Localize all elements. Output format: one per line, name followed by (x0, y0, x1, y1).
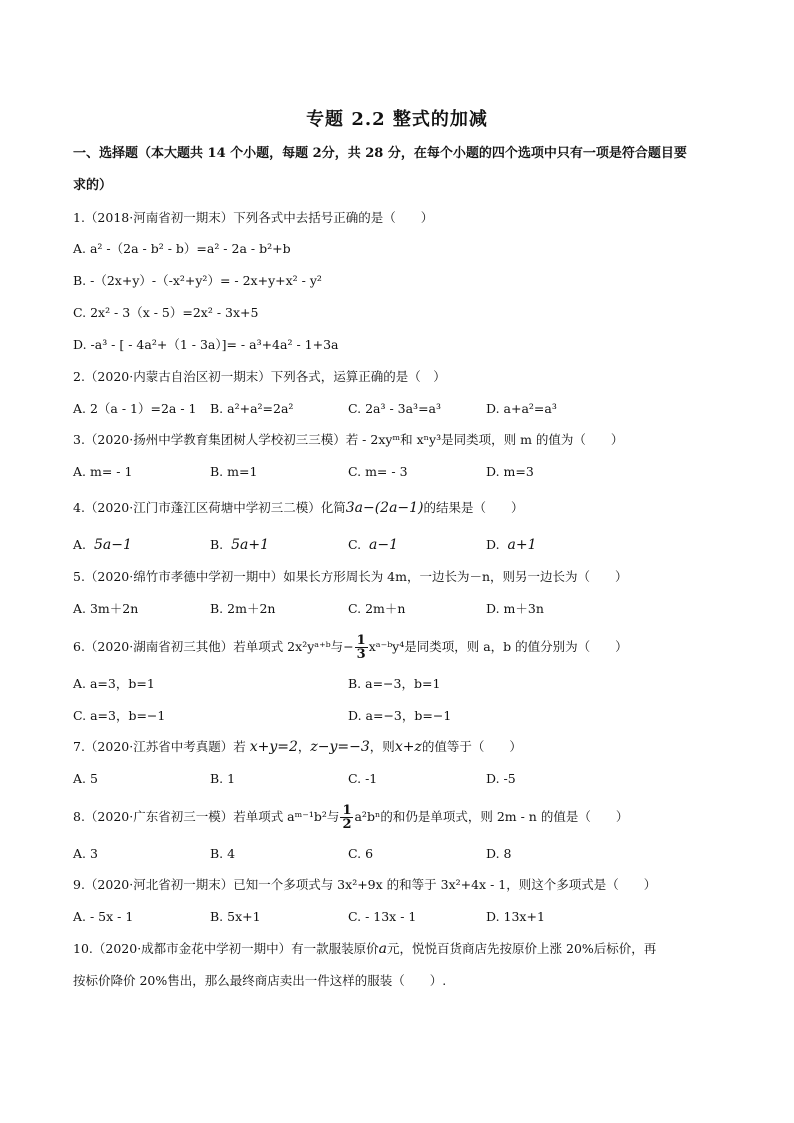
section-heading-line2: 求的） (73, 178, 113, 193)
question-4-option-d: D. a+1 (486, 537, 537, 553)
question-8-option-a: A. 3 (73, 846, 98, 861)
question-6-option-a: A. a=3，b=1 (73, 676, 155, 691)
question-9-option-b: B. 5x+1 (210, 909, 261, 924)
question-5-option-a: A. 3m＋2n (73, 601, 139, 616)
question-3-option-b: B. m=1 (210, 464, 258, 479)
question-2-option-b: B. a²+a²=2a² (210, 401, 294, 416)
question-9-option-a: A. - 5x - 1 (73, 909, 134, 924)
question-8-fraction: $\frac{1}{2}$ (342, 803, 352, 832)
question-4-stem-pre: 4.（2020·江门市蓬江区荷塘中学初三二模）化简 (73, 500, 346, 515)
question-9-stem: 9.（2020·河北省初一期末）已知一个多项式与 3x²+9x 的和等于 3x²+4x - 1，则这个多项式是（ ） (73, 877, 657, 892)
question-9-option-c: C. - 13x - 1 (348, 909, 417, 924)
question-5-option-d: D. m＋3n (486, 601, 544, 616)
question-1-stem: 1.（2018·河南省初一期末）下列各式中去括号正确的是（ ） (73, 210, 434, 225)
question-6-stem: 6.（2020·湖南省初三其他）若单项式 2x²yᵃ⁺ᵇ与− $\frac{1}{3}$ xᵃ⁻ᵇy⁴是同类项，则 a，b 的值分别为（ ） (73, 633, 628, 662)
question-8-option-d: D. 8 (486, 846, 512, 861)
question-6-option-b: B. a=−3，b=1 (348, 676, 441, 691)
page-title: 专题 2.2 整式的加减 (306, 109, 488, 130)
question-8-option-b: B. 4 (210, 846, 236, 861)
question-9-option-d: D. 13x+1 (486, 909, 545, 924)
question-7-stem: 7.（2020·江苏省中考真题）若 x+y=2，z−y=−3，则x+z的值等于（ ） (73, 739, 522, 755)
question-6-option-d: D. a=−3，b=−1 (348, 708, 452, 723)
question-4-option-a: A. 5a−1 (73, 537, 132, 553)
question-7-option-a: A. 5 (73, 771, 98, 786)
question-7-option-b: B. 1 (210, 771, 236, 786)
question-2-option-a: A. 2（a - 1）=2a - 1 (73, 401, 197, 416)
question-6-option-c: C. a=3，b=−1 (73, 708, 166, 723)
question-2-option-c: C. 2a³ - 3a³=a³ (348, 401, 442, 416)
question-8-stem: 8.（2020·广东省初三一模）若单项式 aᵐ⁻¹b²与 $\frac{1}{2}$ a²bⁿ的和仍是单项式，则 2m - n 的值是（ ） (73, 803, 629, 832)
question-1-option-c: C. 2x² - 3（x - 5）=2x² - 3x+5 (73, 305, 259, 320)
question-6-fraction: $\frac{1}{3}$ (356, 633, 366, 662)
question-1-option-a: A. a² -（2a - b² - b）=a² - 2a - b²+b (73, 241, 291, 256)
question-4-option-c: C. a−1 (348, 537, 399, 553)
question-2-option-d: D. a+a²=a³ (486, 401, 557, 416)
question-8-option-c: C. 6 (348, 846, 374, 861)
question-4-expression: 3a−(2a−1) (345, 500, 424, 516)
question-3-option-c: C. m= - 3 (348, 464, 408, 479)
question-5-option-c: C. 2m＋n (348, 601, 406, 616)
question-7-option-d: D. -5 (486, 771, 516, 786)
question-3-option-a: A. m= - 1 (73, 464, 133, 479)
question-3-stem: 3.（2020·扬州中学教育集团树人学校初三三模）若 - 2xyᵐ和 xⁿy³是同类项，则 m 的值为（ ） (73, 432, 624, 447)
question-7-option-c: C. -1 (348, 771, 378, 786)
section-heading-line1: 一、选择题（本大题共 14 个小题，每题 2分，共 28 分，在每个小题的四个选项中只有一项是符合题目要 (73, 146, 687, 161)
question-5-stem: 5.（2020·绵竹市孝德中学初一期中）如果长方形周长为 4m，一边长为－n，则另一边长为（ ） (73, 569, 628, 584)
question-3-option-d: D. m=3 (486, 464, 534, 479)
question-5-option-b: B. 2m＋2n (210, 601, 276, 616)
question-4-stem (73, 500, 524, 516)
question-2-stem: 2.（2020·内蒙古自治区初一期末）下列各式，运算正确的是（ ） (73, 369, 446, 384)
question-10-stem-line2: 按标价降价 20%售出，那么最终商店卖出一件这样的服装（ ）. (73, 973, 447, 988)
question-4-stem-post: 的结果是（ ） (423, 500, 524, 515)
question-1-option-b: B. -（2x+y）-（-x²+y²）= - 2x+y+x² - y² (73, 273, 322, 288)
question-1-option-d: D. -a³ - [ - 4a²+（1 - 3a）]= - a³+4a² - 1+3a (73, 337, 339, 352)
question-4-option-b: B. 5a+1 (210, 537, 270, 553)
question-10-stem-line1: 10.（2020·成都市金花中学初一期中）有一款服装原价a元，悦悦百货商店先按原价上涨 20%后标价，再 (73, 941, 657, 957)
